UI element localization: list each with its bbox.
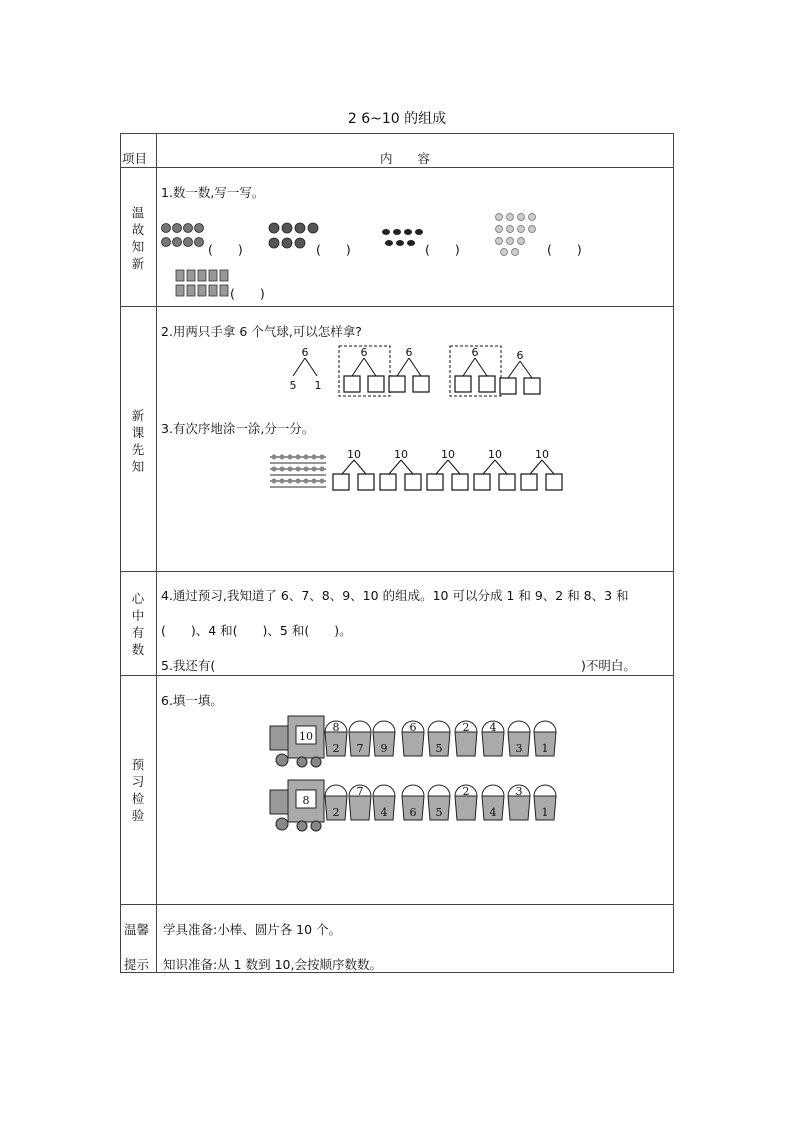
wagon-top: 3 [515, 785, 523, 798]
train-1 [268, 712, 568, 770]
question-5-left: 5.我还有( [161, 658, 216, 673]
question-4-line-1: 4.通过预习,我知道了 6、7、8、9、10 的组成。10 可以分成 1 和 9、2 和 8、3 和 [161, 588, 629, 603]
split-trees-6 [280, 346, 570, 400]
tree-top: 10 [535, 448, 549, 461]
blank-3[interactable]: ( ) [425, 242, 460, 257]
question-6: 6.填一填。 [161, 693, 223, 708]
tree-right: 1 [314, 379, 322, 392]
wagon-top: 6 [409, 721, 417, 734]
header-item: 项目 [122, 151, 148, 166]
wagon-bottom: 7 [356, 742, 364, 755]
blank-2[interactable]: ( ) [316, 242, 351, 257]
tree-top: 6 [516, 349, 524, 362]
wagon-top: 2 [462, 785, 470, 798]
tree-top: 6 [471, 346, 479, 359]
wagon-bottom: 4 [380, 806, 388, 819]
section-label-tips-1: 温馨 [124, 922, 150, 937]
wagon-bottom: 1 [541, 806, 549, 819]
blank-1[interactable]: ( ) [208, 242, 243, 257]
header-content: 内 容 [380, 151, 431, 166]
tips-line-1: 学具准备:小棒、圆片各 10 个。 [163, 922, 342, 937]
question-4-line-2: ( )、4 和( )、5 和( )。 [161, 623, 352, 638]
wagon-top: 2 [462, 721, 470, 734]
wagon-bottom: 9 [380, 742, 388, 755]
engine-number: 10 [299, 730, 313, 743]
wagon-bottom: 1 [541, 742, 549, 755]
question-5-right: )不明白。 [581, 658, 636, 673]
rabbits-image [493, 212, 539, 256]
question-3: 3.有次序地涂一涂,分一分。 [161, 421, 315, 436]
wagon-top: 7 [356, 785, 364, 798]
tree-top: 10 [394, 448, 408, 461]
wagon-bottom: 5 [435, 806, 443, 819]
wagon-top: 4 [489, 721, 497, 734]
children-image [268, 220, 318, 252]
train-2 [268, 776, 568, 834]
split-trees-10 [330, 446, 566, 494]
section-label-mind: 心 中 有 数 [131, 591, 145, 657]
wagon-bottom: 2 [332, 806, 340, 819]
tree-top: 10 [441, 448, 455, 461]
question-2: 2.用两只手拿 6 个气球,可以怎样拿? [161, 324, 362, 339]
tree-top: 6 [405, 346, 413, 359]
bags-image [176, 270, 236, 298]
wagon-bottom: 5 [435, 742, 443, 755]
section-label-newlesson: 新 课 先 知 [131, 408, 145, 474]
tree-top: 6 [360, 346, 368, 359]
section-label-review: 温 故 知 新 [131, 205, 145, 271]
ants-image [381, 226, 427, 250]
tree-top: 10 [488, 448, 502, 461]
page-title: 2 6~10 的组成 [347, 111, 447, 127]
tree-top: 10 [347, 448, 361, 461]
tree-top: 6 [301, 346, 309, 359]
tips-line-2: 知识准备:从 1 数到 10,会按顺序数数。 [163, 957, 382, 972]
blank-5[interactable]: ( ) [230, 286, 265, 301]
blank-4[interactable]: ( ) [547, 242, 582, 257]
wagon-bottom: 3 [515, 742, 523, 755]
engine-number: 8 [302, 794, 310, 807]
wagon-bottom: 6 [409, 806, 417, 819]
wagon-top: 8 [332, 721, 340, 734]
wagon-bottom: 2 [332, 742, 340, 755]
section-label-tips-2: 提示 [124, 957, 150, 972]
section-label-check: 预 习 检 验 [131, 757, 145, 823]
wagon-bottom: 4 [489, 806, 497, 819]
sticks-image [268, 452, 332, 494]
tree-left: 5 [289, 379, 297, 392]
question-1: 1.数一数,写一写。 [161, 185, 265, 200]
